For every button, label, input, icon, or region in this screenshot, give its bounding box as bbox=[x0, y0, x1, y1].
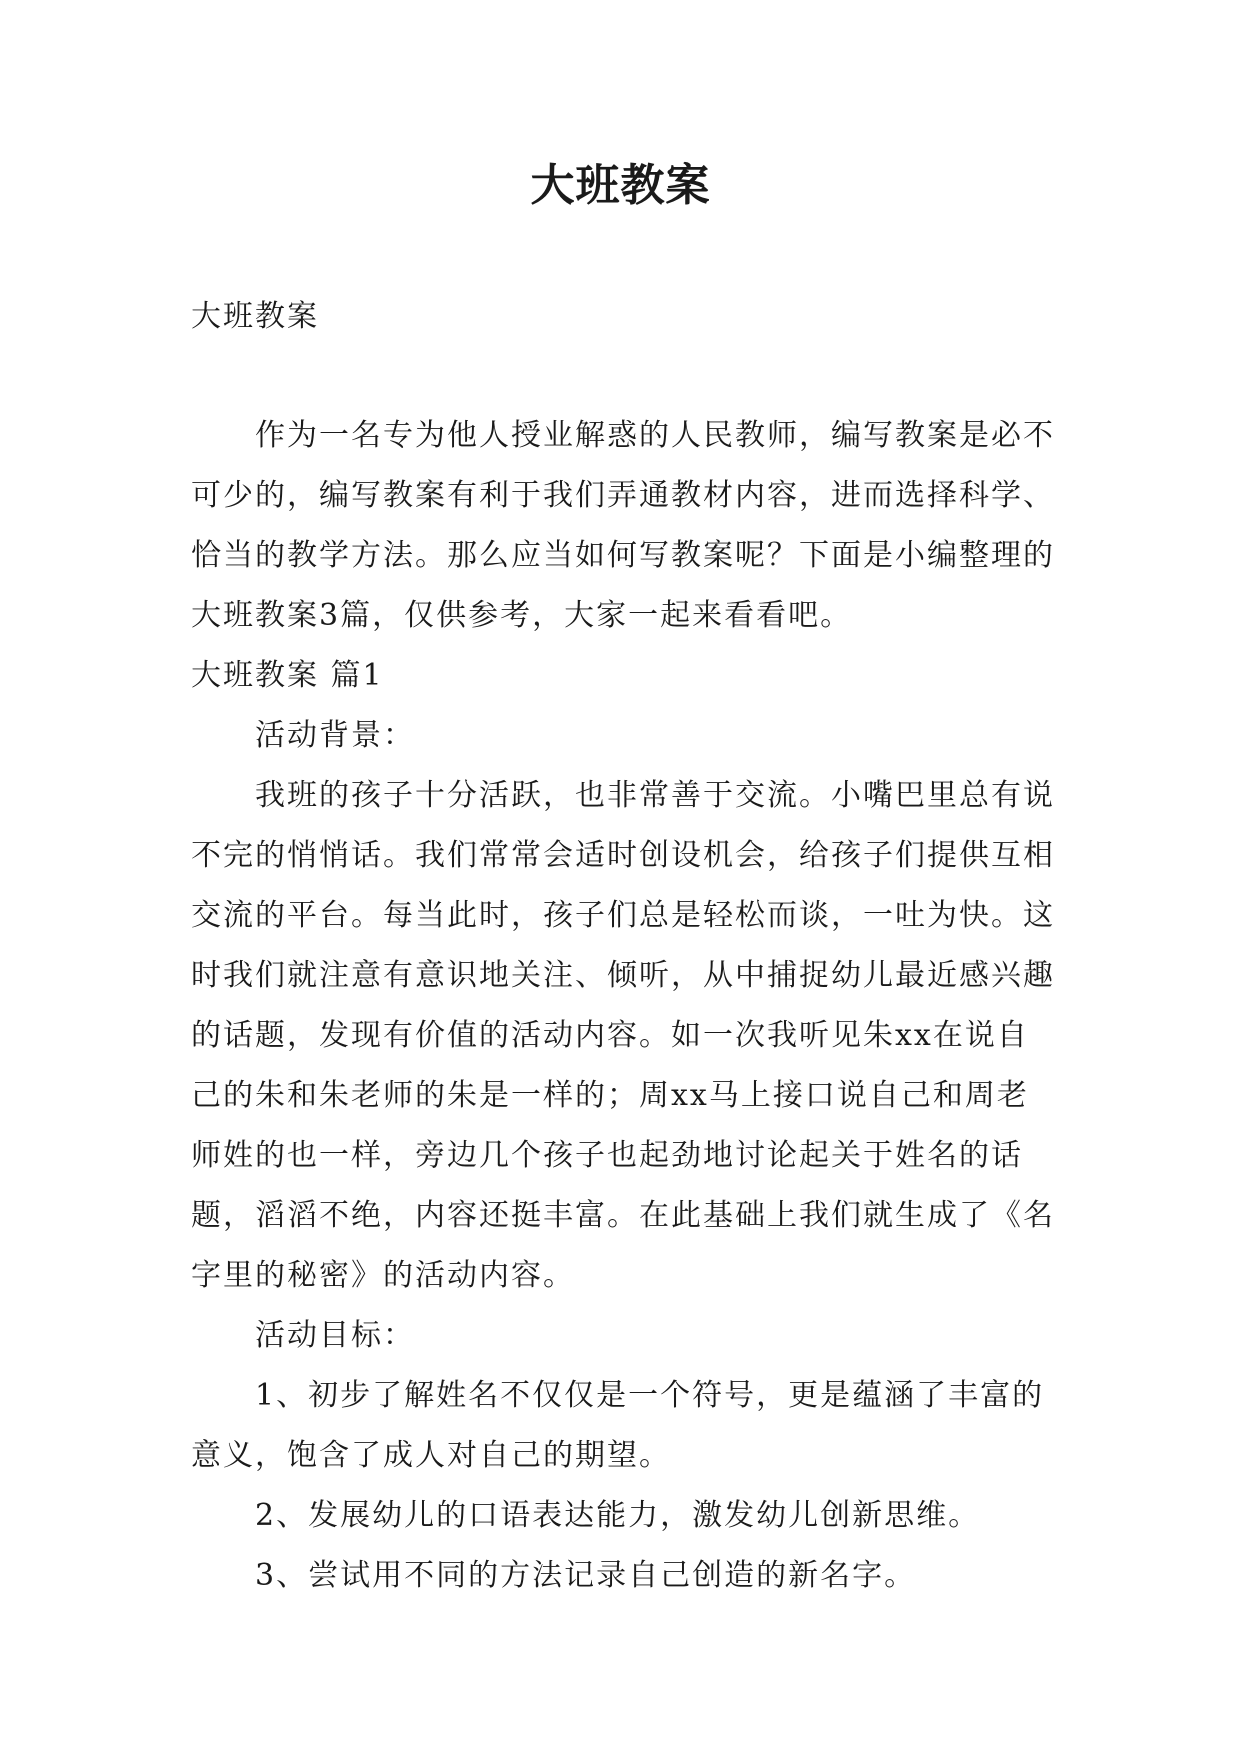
goal-item-1: 1、初步了解姓名不仅仅是一个符号，更是蕴涵了丰富的意义，饱含了成人对自己的期望。 bbox=[191, 1378, 1045, 1473]
background-heading: 活动背景： bbox=[255, 718, 415, 753]
document-subtitle: 大班教案 bbox=[191, 299, 319, 334]
document-title: 大班教案 bbox=[530, 160, 711, 211]
document-body bbox=[191, 406, 1055, 1606]
goal-item-3: 3、尝试用不同的方法记录自己创造的新名字。 bbox=[255, 1558, 917, 1593]
intro-paragraph: 作为一名专为他人授业解惑的人民教师，编写教案是必不可少的，编写教案有利于我们弄通教材内容，进而选择科学、恰当的教学方法。那么应当如何写教案呢？下面是小编整理的大班教案3篇，仅供参考，大家一起来看看吧。 bbox=[191, 418, 1055, 633]
section-heading: 大班教案 篇1 bbox=[191, 658, 384, 693]
goals-heading: 活动目标： bbox=[255, 1318, 415, 1353]
goal-item-2: 2、发展幼儿的口语表达能力，激发幼儿创新思维。 bbox=[255, 1498, 981, 1533]
background-paragraph: 我班的孩子十分活跃，也非常善于交流。小嘴巴里总有说不完的悄悄话。我们常常会适时创设机会，给孩子们提供互相交流的平台。每当此时，孩子们总是轻松而谈，一吐为快。这时我们就注意有意识地关注、倾听，从中捕捉幼儿最近感兴趣的话题，发现有价值的活动内容。如一次我听见朱xx在说自己的朱和朱老师的朱是一样的；周xx马上接口说自己和周老师姓的也一样，旁边几个孩子也起劲地讨论起关于姓名的话题，滔滔不绝，内容还挺丰富。在此基础上我们就生成了《名字里的秘密》的活动内容。 bbox=[191, 778, 1055, 1293]
